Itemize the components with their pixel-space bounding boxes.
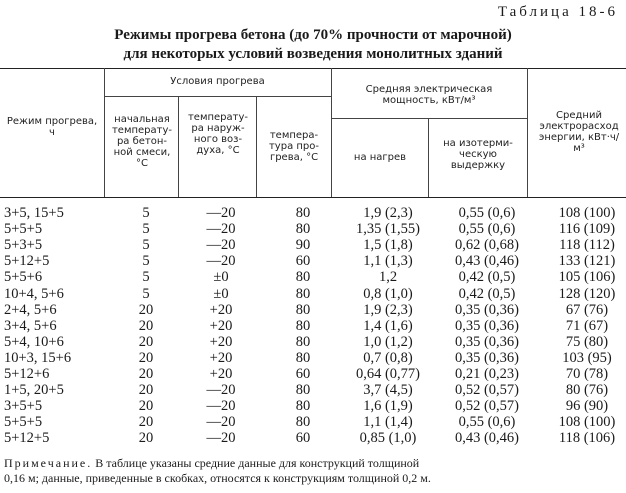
cell-regime: 3+5+5 [4,398,43,415]
cell-power-isothermal: 0,35 (0,36) [454,317,520,334]
cell-outdoor-temp: +20 [209,317,233,334]
cell-outdoor-temp: +20 [209,333,233,350]
header-power-heating: на нагрев [353,152,407,163]
table-row [0,398,626,414]
cell-power-isothermal: 0,55 (0,6) [458,221,516,238]
cell-energy: 75 (80) [565,333,609,350]
col-divider [104,68,105,197]
cell-initial-temp: 5 [142,253,150,270]
cell-initial-temp: 5 [142,269,150,286]
cell-energy: 133 (121) [558,253,616,270]
cell-regime: 5+5+6 [4,269,43,286]
header-energy: Средний электрорасход энергии, кВт·ч/м³ [538,110,620,154]
cell-energy: 96 (90) [565,398,609,415]
col-divider [256,96,257,197]
table-row [0,334,626,350]
group-rule [331,118,527,119]
cell-initial-temp: 20 [138,349,154,366]
cell-regime: 5+5+5 [4,414,43,431]
col-divider [428,118,429,197]
cell-power-isothermal: 0,52 (0,57) [454,398,520,415]
cell-outdoor-temp: +20 [209,349,233,366]
cell-regime: 5+12+5 [4,253,50,270]
cell-initial-temp: 20 [138,398,154,415]
cell-heating-temp: 80 [295,349,311,366]
cell-energy: 118 (112) [559,237,615,254]
cell-energy: 108 (100) [558,205,616,222]
cell-power-heating: 1,2 [378,269,398,286]
cell-outdoor-temp: —20 [206,430,236,447]
cell-energy: 67 (76) [565,301,609,318]
title-line-2: для некоторых условий возведения монолитных зданий [123,46,503,62]
table-row [0,205,626,221]
cell-energy: 103 (95) [562,349,612,366]
table-row [0,269,626,285]
note-label: Примечание. [4,456,93,470]
cell-outdoor-temp: ±0 [213,269,229,286]
cell-initial-temp: 5 [142,285,150,302]
table-row [0,430,626,446]
cell-power-isothermal: 0,42 (0,5) [458,269,516,286]
header-conditions-group: Условия прогрева [170,76,265,87]
header-outdoor-temp: температу-ра наруж-ного воз-духа, °С [187,112,249,156]
cell-energy: 71 (67) [565,317,609,334]
cell-power-isothermal: 0,52 (0,57) [454,382,520,399]
note-line-1: В таблице указаны средние данные для конструкций толщиной [92,456,420,470]
cell-outdoor-temp: —20 [206,221,236,238]
cell-regime: 3+5, 15+5 [4,205,64,222]
cell-outdoor-temp: +20 [209,365,233,382]
cell-initial-temp: 20 [138,301,154,318]
title-line-1: Режимы прогрева бетона (до 70% прочности от марочной) [114,27,512,43]
cell-initial-temp: 20 [138,365,154,382]
cell-heating-temp: 80 [295,414,311,431]
cell-initial-temp: 20 [138,317,154,334]
header-heating-temp: темпера-тура про-грева, °С [268,130,319,163]
cell-energy: 70 (78) [565,365,609,382]
cell-power-isothermal: 0,35 (0,36) [454,333,520,350]
cell-heating-temp: 60 [295,430,311,447]
cell-power-isothermal: 0,55 (0,6) [458,414,516,431]
cell-power-heating: 0,8 (1,0) [363,285,413,302]
table-row [0,237,626,253]
cell-power-heating: 1,6 (1,9) [363,398,413,415]
cell-energy: 116 (109) [558,221,616,238]
table-row [0,221,626,237]
cell-power-isothermal: 0,21 (0,23) [454,365,520,382]
cell-heating-temp: 60 [295,253,311,270]
table-row [0,253,626,269]
cell-initial-temp: 5 [142,221,150,238]
cell-power-isothermal: 0,43 (0,46) [454,253,520,270]
cell-energy: 128 (120) [558,285,616,302]
cell-regime: 3+4, 5+6 [4,317,57,334]
cell-outdoor-temp: —20 [206,237,236,254]
group-rule [104,96,331,97]
cell-initial-temp: 20 [138,382,154,399]
cell-power-heating: 1,1 (1,4) [363,414,413,431]
cell-power-isothermal: 0,62 (0,68) [454,237,520,254]
cell-power-heating: 0,64 (0,77) [355,365,421,382]
cell-regime: 10+4, 5+6 [4,285,64,302]
cell-initial-temp: 5 [142,237,150,254]
cell-initial-temp: 20 [138,414,154,431]
cell-heating-temp: 80 [295,221,311,238]
header-regime: Режим прогрева, ч [6,116,98,138]
header-bottom-rule [0,197,626,198]
table-row [0,350,626,366]
cell-outdoor-temp: —20 [206,253,236,270]
cell-regime: 10+3, 15+6 [4,349,72,366]
cell-power-isothermal: 0,43 (0,46) [454,430,520,447]
header-power-isothermal: на изотерми-ческую выдержку [443,138,513,171]
cell-heating-temp: 80 [295,398,311,415]
cell-initial-temp: 5 [142,205,150,222]
cell-outdoor-temp: —20 [206,398,236,415]
table-title [0,26,626,64]
cell-heating-temp: 90 [295,237,311,254]
cell-power-isothermal: 0,35 (0,36) [454,301,520,318]
cell-heating-temp: 80 [295,205,311,222]
header-power-group: Средняя электрическая мощность, кВт/м³ [365,84,493,106]
table-number: Таблица 18-6 [497,4,618,20]
col-divider [178,96,179,197]
cell-regime: 2+4, 5+6 [4,301,57,318]
cell-power-heating: 3,7 (4,5) [363,382,413,399]
cell-outdoor-temp: —20 [206,414,236,431]
table-note [0,456,626,486]
cell-power-heating: 0,85 (1,0) [359,430,417,447]
cell-outdoor-temp: —20 [206,205,236,222]
cell-heating-temp: 80 [295,269,311,286]
table-row [0,302,626,318]
cell-power-heating: 1,9 (2,3) [363,205,413,222]
cell-regime: 5+3+5 [4,237,43,254]
cell-power-heating: 1,9 (2,3) [363,301,413,318]
cell-initial-temp: 20 [138,430,154,447]
table-row [0,414,626,430]
note-line-2: 0,16 м; данные, приведенные в скобках, относятся к конструкциям толщиной 0,2 м. [4,471,431,485]
cell-heating-temp: 80 [295,317,311,334]
cell-power-isothermal: 0,35 (0,36) [454,349,520,366]
cell-energy: 108 (100) [558,414,616,431]
cell-outdoor-temp: +20 [209,301,233,318]
header-initial-temp: начальная температу-ра бетон-ной смеси, °С [111,114,173,169]
cell-regime: 5+12+5 [4,430,50,447]
table-row [0,366,626,382]
col-divider [331,68,332,197]
cell-regime: 5+5+5 [4,221,43,238]
cell-heating-temp: 80 [295,285,311,302]
table-row [0,382,626,398]
data-table [0,205,626,446]
cell-power-heating: 1,0 (1,2) [363,333,413,350]
cell-energy: 105 (106) [558,269,616,286]
cell-energy: 80 (76) [565,382,609,399]
cell-power-isothermal: 0,55 (0,6) [458,205,516,222]
cell-power-heating: 1,4 (1,6) [363,317,413,334]
cell-power-heating: 1,1 (1,3) [363,253,413,270]
cell-initial-temp: 20 [138,333,154,350]
cell-regime: 5+12+6 [4,365,50,382]
cell-power-heating: 1,5 (1,8) [363,237,413,254]
cell-power-heating: 0,7 (0,8) [363,349,413,366]
cell-outdoor-temp: ±0 [213,285,229,302]
cell-heating-temp: 80 [295,382,311,399]
cell-power-heating: 1,35 (1,55) [355,221,421,238]
cell-power-isothermal: 0,42 (0,5) [458,285,516,302]
cell-energy: 118 (106) [558,430,616,447]
cell-heating-temp: 80 [295,301,311,318]
header-top-rule [0,68,626,69]
cell-outdoor-temp: —20 [206,382,236,399]
cell-heating-temp: 80 [295,333,311,350]
col-divider [527,68,528,197]
cell-regime: 5+4, 10+6 [4,333,64,350]
table-row [0,318,626,334]
cell-heating-temp: 60 [295,365,311,382]
table-row [0,285,626,301]
cell-regime: 1+5, 20+5 [4,382,64,399]
